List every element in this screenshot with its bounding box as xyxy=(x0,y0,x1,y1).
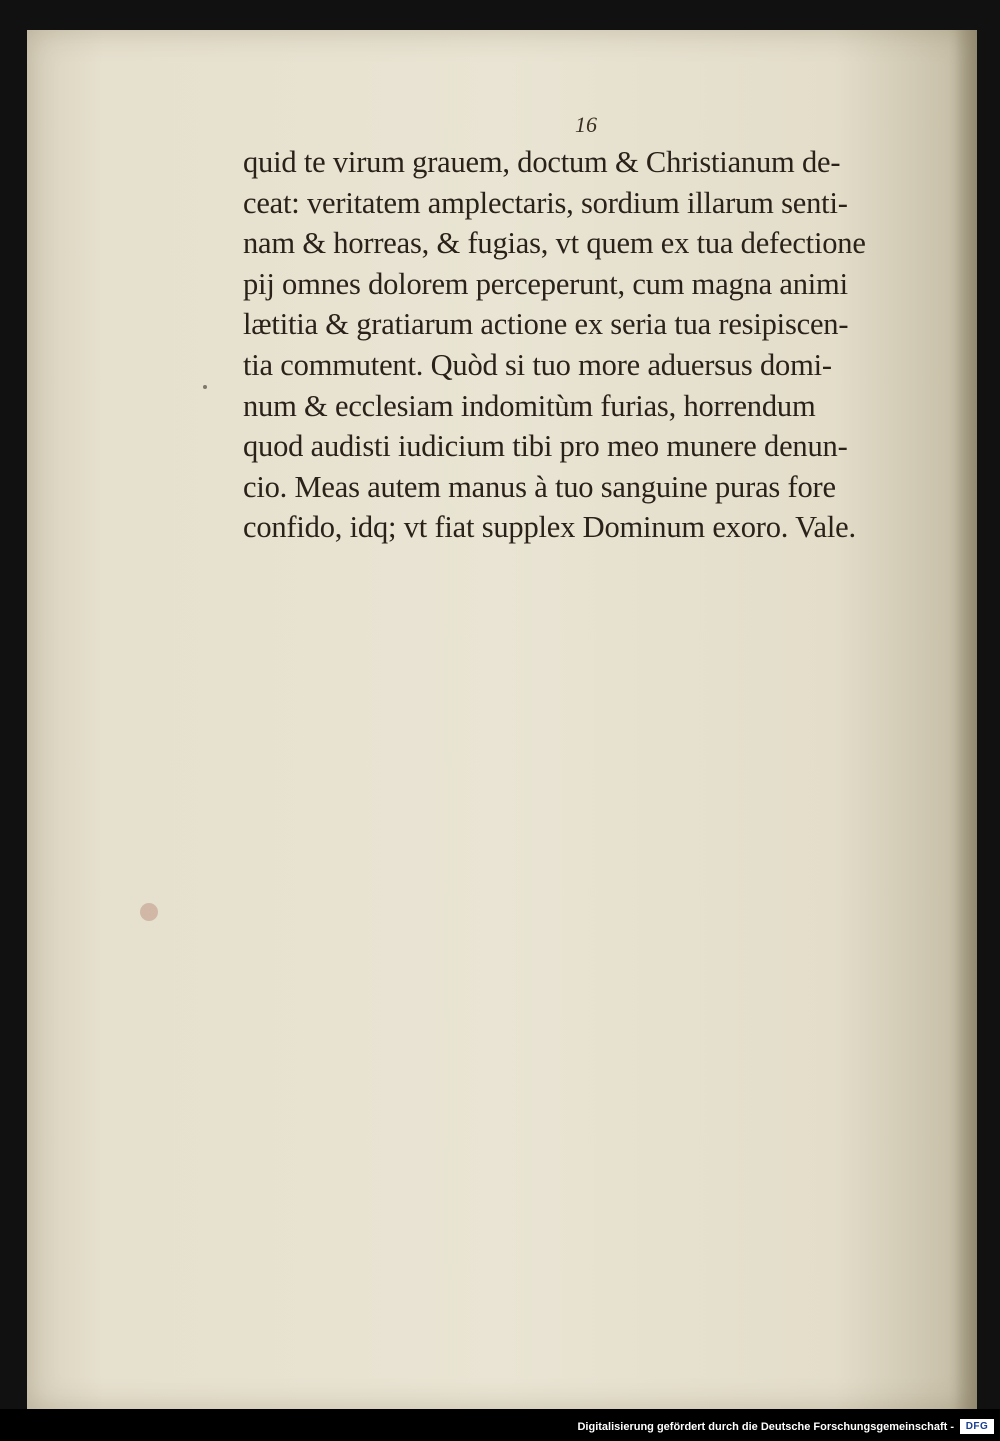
text-line: confido, idq; vt fiat supplex Dominum exoro. Vale. xyxy=(243,510,856,545)
paper-stain xyxy=(140,903,158,921)
text-line: num & ecclesiam indomitùm furias, horrendum xyxy=(243,388,816,423)
text-line: quod audisti iudicium tibi pro meo munere denun- xyxy=(243,429,848,464)
text-line: lætitia & gratiarum actione ex seria tua resipiscen- xyxy=(243,307,849,342)
dfg-logo: DFG xyxy=(960,1419,994,1434)
footer-bar xyxy=(0,1409,1000,1441)
text-line: pij omnes dolorem perceperunt, cum magna animi xyxy=(243,266,848,301)
paper-stain xyxy=(203,385,207,389)
funding-credit: Digitalisierung gefördert durch die Deutsche Forschungsgemeinschaft - xyxy=(577,1421,954,1433)
text-line: tia commutent. Quòd si tuo more aduersus domi- xyxy=(243,347,832,382)
text-line: cio. Meas autem manus à tuo sanguine puras fore xyxy=(243,469,836,504)
text-line: quid te virum grauem, doctum & Christianum de- xyxy=(243,145,841,179)
page-edge-shadow xyxy=(955,30,977,1410)
body-text xyxy=(243,142,943,548)
page-number: 16 xyxy=(575,112,597,137)
text-line: ceat: veritatem amplectaris, sordium illarum senti- xyxy=(243,185,848,220)
text-line: nam & horreas, & fugias, vt quem ex tua defectione xyxy=(243,226,866,261)
